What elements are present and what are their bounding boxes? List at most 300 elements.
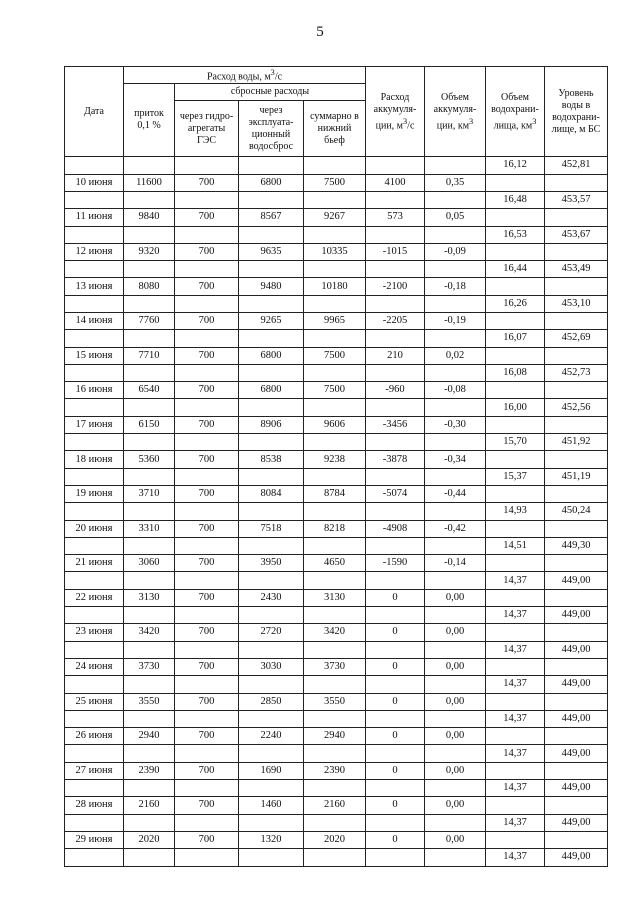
cell-accum-flow <box>366 503 425 520</box>
cell-accum-flow: -1015 <box>366 243 425 260</box>
cell-date <box>65 607 124 624</box>
cell-accum-flow: 0 <box>366 658 425 675</box>
cell-inflow <box>124 537 175 554</box>
table-row <box>65 399 608 416</box>
cell-accum-volume: 0,02 <box>425 347 486 364</box>
cell-total <box>304 710 366 727</box>
cell-water-level <box>545 589 608 606</box>
cell-inflow: 3710 <box>124 485 175 502</box>
cell-reservoir-volume <box>486 313 545 330</box>
cell-date <box>65 364 124 381</box>
cell-total: 9965 <box>304 313 366 330</box>
cell-accum-flow: -2205 <box>366 313 425 330</box>
cell-accum-flow: -960 <box>366 382 425 399</box>
cell-reservoir-volume: 14,37 <box>486 814 545 831</box>
cell-water-level: 451,19 <box>545 468 608 485</box>
cell-accum-flow: -3456 <box>366 416 425 433</box>
cell-accum-flow <box>366 814 425 831</box>
cell-reservoir-volume <box>486 278 545 295</box>
cell-units: 700 <box>175 762 239 779</box>
cell-units <box>175 503 239 520</box>
cell-water-level: 449,30 <box>545 537 608 554</box>
cell-spillway: 9480 <box>239 278 304 295</box>
cell-spillway <box>239 399 304 416</box>
cell-units <box>175 468 239 485</box>
cell-reservoir-volume <box>486 485 545 502</box>
cell-accum-flow <box>366 261 425 278</box>
cell-accum-volume <box>425 710 486 727</box>
cell-reservoir-volume: 16,53 <box>486 226 545 243</box>
cell-units <box>175 537 239 554</box>
cell-spillway: 9265 <box>239 313 304 330</box>
cell-water-level: 449,00 <box>545 814 608 831</box>
cell-spillway: 6800 <box>239 347 304 364</box>
table-row <box>65 520 608 537</box>
cell-water-level: 449,00 <box>545 780 608 797</box>
cell-total: 7500 <box>304 382 366 399</box>
cell-spillway <box>239 607 304 624</box>
cell-reservoir-volume: 16,44 <box>486 261 545 278</box>
cell-units <box>175 745 239 762</box>
cell-water-level: 449,00 <box>545 710 608 727</box>
cell-water-level: 449,00 <box>545 607 608 624</box>
cell-date: 15 июня <box>65 347 124 364</box>
cell-reservoir-volume: 15,70 <box>486 434 545 451</box>
table-row <box>65 710 608 727</box>
table-row <box>65 658 608 675</box>
cell-inflow <box>124 572 175 589</box>
cell-spillway: 9635 <box>239 243 304 260</box>
cell-date <box>65 676 124 693</box>
cell-units: 700 <box>175 658 239 675</box>
cell-accum-flow: 0 <box>366 589 425 606</box>
cell-water-level: 452,81 <box>545 157 608 174</box>
cell-spillway: 1460 <box>239 797 304 814</box>
cell-total <box>304 157 366 174</box>
table-row <box>65 157 608 174</box>
cell-accum-volume <box>425 572 486 589</box>
cell-accum-flow <box>366 745 425 762</box>
table-row <box>65 313 608 330</box>
cell-units <box>175 780 239 797</box>
cell-accum-volume: -0,19 <box>425 313 486 330</box>
cell-accum-volume <box>425 503 486 520</box>
cell-reservoir-volume <box>486 693 545 710</box>
table-row <box>65 555 608 572</box>
cell-spillway <box>239 780 304 797</box>
cell-accum-volume <box>425 157 486 174</box>
cell-units: 700 <box>175 624 239 641</box>
cell-water-level <box>545 347 608 364</box>
cell-total <box>304 330 366 347</box>
cell-inflow: 9320 <box>124 243 175 260</box>
cell-accum-volume: -0,08 <box>425 382 486 399</box>
cell-total: 7500 <box>304 347 366 364</box>
table-row <box>65 226 608 243</box>
cell-date: 12 июня <box>65 243 124 260</box>
cell-accum-flow <box>366 468 425 485</box>
cell-accum-flow: 210 <box>366 347 425 364</box>
cell-reservoir-volume <box>486 728 545 745</box>
cell-accum-volume: -0,18 <box>425 278 486 295</box>
cell-accum-flow: 0 <box>366 624 425 641</box>
cell-water-level <box>545 797 608 814</box>
cell-units: 700 <box>175 485 239 502</box>
header-inflow: приток 0,1 % <box>124 84 175 157</box>
table-row <box>65 745 608 762</box>
cell-total <box>304 503 366 520</box>
cell-water-level <box>545 278 608 295</box>
cell-spillway <box>239 572 304 589</box>
cell-inflow <box>124 295 175 312</box>
cell-units: 700 <box>175 831 239 848</box>
cell-units: 700 <box>175 174 239 191</box>
cell-date: 26 июня <box>65 728 124 745</box>
cell-inflow: 2160 <box>124 797 175 814</box>
cell-spillway: 8084 <box>239 485 304 502</box>
cell-accum-flow: -4908 <box>366 520 425 537</box>
cell-accum-volume <box>425 364 486 381</box>
cell-inflow <box>124 261 175 278</box>
cell-units: 700 <box>175 313 239 330</box>
table-row <box>65 624 608 641</box>
cell-inflow <box>124 641 175 658</box>
cell-accum-volume: 0,00 <box>425 797 486 814</box>
header-discharge-group: сбросные расходы <box>175 84 366 101</box>
cell-inflow <box>124 364 175 381</box>
table-row <box>65 814 608 831</box>
cell-spillway: 2430 <box>239 589 304 606</box>
cell-total <box>304 814 366 831</box>
cell-water-level <box>545 174 608 191</box>
cell-date <box>65 261 124 278</box>
cell-accum-volume <box>425 226 486 243</box>
cell-reservoir-volume <box>486 347 545 364</box>
cell-reservoir-volume: 16,12 <box>486 157 545 174</box>
header-via-units: через гидро-агрегаты ГЭС <box>175 101 239 157</box>
cell-accum-volume: -0,44 <box>425 485 486 502</box>
cell-spillway <box>239 849 304 866</box>
cell-accum-flow <box>366 226 425 243</box>
table-row <box>65 762 608 779</box>
cell-reservoir-volume: 16,26 <box>486 295 545 312</box>
cell-accum-volume: 0,00 <box>425 693 486 710</box>
table-row <box>65 278 608 295</box>
cell-water-level <box>545 485 608 502</box>
cell-reservoir-volume: 16,48 <box>486 191 545 208</box>
cell-date <box>65 641 124 658</box>
table-row <box>65 589 608 606</box>
table-row <box>65 364 608 381</box>
cell-inflow: 9840 <box>124 209 175 226</box>
cell-date: 10 июня <box>65 174 124 191</box>
cell-spillway: 2720 <box>239 624 304 641</box>
cell-inflow <box>124 814 175 831</box>
cell-date <box>65 399 124 416</box>
table-row <box>65 434 608 451</box>
cell-water-level <box>545 658 608 675</box>
cell-water-level: 450,24 <box>545 503 608 520</box>
cell-total: 2390 <box>304 762 366 779</box>
cell-accum-volume <box>425 780 486 797</box>
cell-date: 21 июня <box>65 555 124 572</box>
table-row <box>65 849 608 866</box>
cell-water-level: 449,00 <box>545 572 608 589</box>
cell-reservoir-volume: 14,93 <box>486 503 545 520</box>
cell-total <box>304 399 366 416</box>
cell-inflow <box>124 745 175 762</box>
cell-units: 700 <box>175 589 239 606</box>
cell-total: 2160 <box>304 797 366 814</box>
cell-total: 2020 <box>304 831 366 848</box>
cell-date <box>65 849 124 866</box>
cell-water-level: 452,69 <box>545 330 608 347</box>
cell-accum-flow <box>366 780 425 797</box>
cell-reservoir-volume: 16,07 <box>486 330 545 347</box>
cell-water-level: 453,67 <box>545 226 608 243</box>
cell-water-level: 453,49 <box>545 261 608 278</box>
cell-units: 700 <box>175 278 239 295</box>
cell-inflow: 5360 <box>124 451 175 468</box>
cell-inflow <box>124 157 175 174</box>
cell-total: 9267 <box>304 209 366 226</box>
cell-units <box>175 572 239 589</box>
cell-inflow: 6540 <box>124 382 175 399</box>
cell-date: 24 июня <box>65 658 124 675</box>
cell-date: 29 июня <box>65 831 124 848</box>
cell-accum-flow <box>366 434 425 451</box>
cell-spillway: 7518 <box>239 520 304 537</box>
cell-spillway: 1320 <box>239 831 304 848</box>
cell-accum-volume <box>425 849 486 866</box>
cell-reservoir-volume: 14,37 <box>486 745 545 762</box>
table-row <box>65 572 608 589</box>
cell-inflow <box>124 503 175 520</box>
header-water-level: Уровень воды в водохрани-лище, м БС <box>545 67 608 157</box>
cell-reservoir-volume <box>486 658 545 675</box>
cell-water-level: 449,00 <box>545 676 608 693</box>
cell-water-level: 452,56 <box>545 399 608 416</box>
cell-accum-volume <box>425 537 486 554</box>
table-row <box>65 537 608 554</box>
cell-total: 10335 <box>304 243 366 260</box>
cell-inflow: 3060 <box>124 555 175 572</box>
cell-water-level: 449,00 <box>545 849 608 866</box>
cell-total: 7500 <box>304 174 366 191</box>
cell-date <box>65 745 124 762</box>
cell-accum-flow: -2100 <box>366 278 425 295</box>
cell-accum-volume: 0,00 <box>425 589 486 606</box>
cell-spillway <box>239 191 304 208</box>
cell-total: 9238 <box>304 451 366 468</box>
table-row <box>65 831 608 848</box>
cell-inflow: 2390 <box>124 762 175 779</box>
cell-accum-volume: -0,14 <box>425 555 486 572</box>
page-number: 5 <box>316 24 324 40</box>
cell-inflow <box>124 710 175 727</box>
cell-reservoir-volume: 14,51 <box>486 537 545 554</box>
cell-accum-volume <box>425 434 486 451</box>
cell-spillway <box>239 157 304 174</box>
cell-accum-volume <box>425 641 486 658</box>
cell-units <box>175 261 239 278</box>
cell-date: 27 июня <box>65 762 124 779</box>
cell-total <box>304 745 366 762</box>
cell-total: 3130 <box>304 589 366 606</box>
cell-inflow: 3130 <box>124 589 175 606</box>
cell-accum-flow <box>366 676 425 693</box>
cell-total: 4650 <box>304 555 366 572</box>
cell-accum-volume: -0,09 <box>425 243 486 260</box>
cell-spillway <box>239 330 304 347</box>
cell-accum-flow <box>366 572 425 589</box>
cell-accum-volume: 0,00 <box>425 658 486 675</box>
cell-units <box>175 364 239 381</box>
cell-accum-volume: 0,00 <box>425 762 486 779</box>
cell-units <box>175 295 239 312</box>
cell-spillway: 1690 <box>239 762 304 779</box>
cell-reservoir-volume <box>486 624 545 641</box>
cell-spillway <box>239 537 304 554</box>
table-row <box>65 728 608 745</box>
cell-accum-flow <box>366 399 425 416</box>
cell-water-level <box>545 762 608 779</box>
cell-total <box>304 261 366 278</box>
cell-accum-volume <box>425 468 486 485</box>
cell-inflow: 6150 <box>124 416 175 433</box>
cell-spillway <box>239 226 304 243</box>
header-accum-volume: Объем аккумуля-ции, $км^3$ <box>425 67 486 157</box>
cell-inflow <box>124 226 175 243</box>
cell-date <box>65 226 124 243</box>
cell-water-level <box>545 831 608 848</box>
cell-units <box>175 330 239 347</box>
cell-accum-volume <box>425 330 486 347</box>
cell-reservoir-volume <box>486 520 545 537</box>
header-accum-flow: Расход аккумуля-ции, $м^3/с$ <box>366 67 425 157</box>
table-row <box>65 641 608 658</box>
cell-units: 700 <box>175 520 239 537</box>
cell-total <box>304 226 366 243</box>
cell-spillway: 8567 <box>239 209 304 226</box>
cell-accum-flow <box>366 364 425 381</box>
cell-accum-volume <box>425 261 486 278</box>
cell-units: 700 <box>175 797 239 814</box>
cell-accum-volume <box>425 676 486 693</box>
cell-inflow: 3730 <box>124 658 175 675</box>
cell-reservoir-volume <box>486 209 545 226</box>
cell-spillway: 8906 <box>239 416 304 433</box>
cell-spillway <box>239 710 304 727</box>
cell-date: 17 июня <box>65 416 124 433</box>
cell-inflow <box>124 468 175 485</box>
table-row <box>65 416 608 433</box>
cell-units: 700 <box>175 451 239 468</box>
cell-spillway <box>239 503 304 520</box>
cell-total <box>304 676 366 693</box>
cell-spillway: 8538 <box>239 451 304 468</box>
cell-inflow: 11600 <box>124 174 175 191</box>
cell-accum-volume: 0,00 <box>425 728 486 745</box>
table-row <box>65 451 608 468</box>
cell-reservoir-volume <box>486 762 545 779</box>
cell-water-level <box>545 451 608 468</box>
cell-accum-flow <box>366 710 425 727</box>
cell-units: 700 <box>175 693 239 710</box>
cell-reservoir-volume <box>486 797 545 814</box>
cell-inflow <box>124 191 175 208</box>
cell-date <box>65 814 124 831</box>
cell-spillway: 3950 <box>239 555 304 572</box>
cell-reservoir-volume <box>486 416 545 433</box>
cell-date <box>65 710 124 727</box>
cell-water-level <box>545 693 608 710</box>
header-flow-group: Расход воды, $м^3/с$ <box>124 67 366 84</box>
cell-date: 28 июня <box>65 797 124 814</box>
table-row <box>65 261 608 278</box>
cell-accum-volume <box>425 607 486 624</box>
table-row <box>65 503 608 520</box>
cell-water-level <box>545 382 608 399</box>
cell-accum-flow <box>366 157 425 174</box>
cell-water-level <box>545 728 608 745</box>
cell-units <box>175 710 239 727</box>
table-row <box>65 347 608 364</box>
cell-accum-volume <box>425 295 486 312</box>
cell-water-level <box>545 313 608 330</box>
cell-accum-flow <box>366 849 425 866</box>
table-row <box>65 243 608 260</box>
cell-water-level <box>545 416 608 433</box>
cell-reservoir-volume: 14,37 <box>486 710 545 727</box>
cell-spillway <box>239 434 304 451</box>
cell-units <box>175 814 239 831</box>
cell-total: 2940 <box>304 728 366 745</box>
cell-date: 20 июня <box>65 520 124 537</box>
cell-accum-flow <box>366 330 425 347</box>
cell-spillway <box>239 364 304 381</box>
table-row <box>65 382 608 399</box>
cell-reservoir-volume: 14,37 <box>486 607 545 624</box>
reservoir-flow-table <box>64 66 608 867</box>
cell-reservoir-volume <box>486 382 545 399</box>
cell-date <box>65 157 124 174</box>
cell-reservoir-volume: 14,37 <box>486 676 545 693</box>
cell-water-level: 453,10 <box>545 295 608 312</box>
cell-spillway <box>239 814 304 831</box>
cell-date <box>65 537 124 554</box>
cell-date: 14 июня <box>65 313 124 330</box>
cell-units <box>175 434 239 451</box>
cell-accum-volume: -0,34 <box>425 451 486 468</box>
cell-units <box>175 226 239 243</box>
cell-water-level <box>545 243 608 260</box>
cell-total <box>304 468 366 485</box>
cell-spillway <box>239 261 304 278</box>
cell-inflow: 7710 <box>124 347 175 364</box>
cell-date: 11 июня <box>65 209 124 226</box>
cell-date: 16 июня <box>65 382 124 399</box>
cell-accum-volume: -0,42 <box>425 520 486 537</box>
cell-accum-volume: 0,00 <box>425 831 486 848</box>
table-row <box>65 676 608 693</box>
cell-accum-volume: 0,35 <box>425 174 486 191</box>
cell-date: 13 июня <box>65 278 124 295</box>
cell-date <box>65 330 124 347</box>
cell-total <box>304 191 366 208</box>
cell-accum-flow <box>366 607 425 624</box>
cell-date <box>65 191 124 208</box>
